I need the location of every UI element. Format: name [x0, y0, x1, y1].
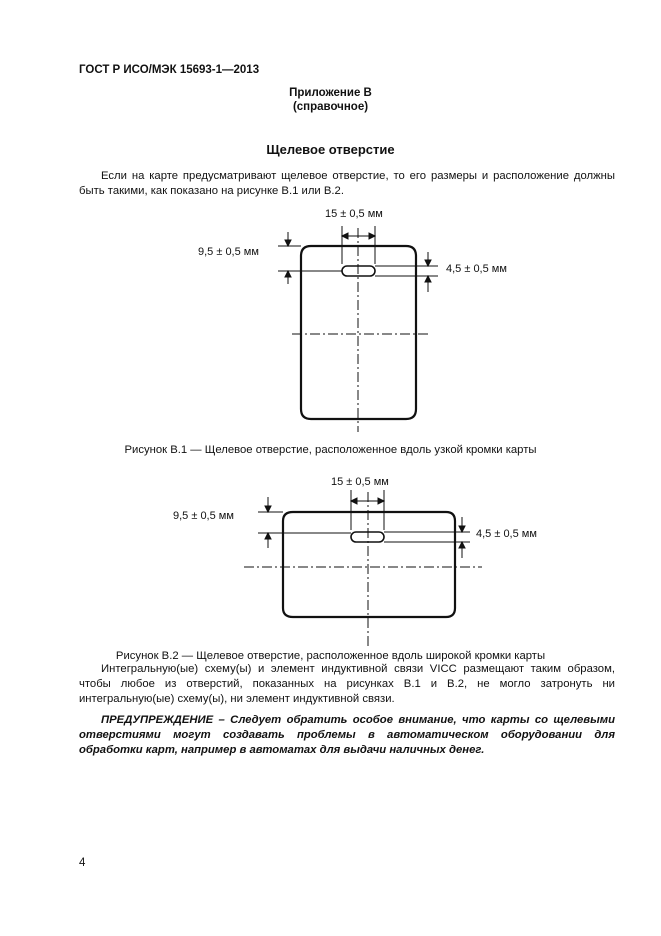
- fig2-height-label: 4,5 ± 0,5 мм: [476, 528, 537, 540]
- section-title: Щелевое отверстие: [266, 142, 395, 157]
- page-number: 4: [79, 857, 86, 869]
- fig1-width-label: 15 ± 0,5 мм: [325, 208, 383, 220]
- warning-paragraph: ПРЕДУПРЕЖДЕНИЕ – Следует обратить особое внимание, что карты со щелевыми отверстиями могут создавать проблемы в автоматическом оборудовании для обработки карт, например в автоматах для выдачи наличных денег.: [79, 714, 615, 756]
- annex-title: Приложение В: [289, 87, 372, 99]
- fig1-height-label: 4,5 ± 0,5 мм: [446, 263, 507, 275]
- fig2-width-label: 15 ± 0,5 мм: [331, 476, 389, 488]
- document-header: ГОСТ Р ИСО/МЭК 15693-1—2013: [79, 64, 260, 76]
- annex-subtitle: (справочное): [292, 101, 369, 113]
- fig2-card-outline: [283, 512, 455, 617]
- fig1-edge-label: 9,5 ± 0,5 мм: [198, 246, 259, 258]
- figure-1-caption: Рисунок В.1 — Щелевое отверстие, расположенное вдоль узкой кромки карты: [124, 444, 537, 456]
- fig2-edge-label: 9,5 ± 0,5 мм: [173, 510, 234, 522]
- intro-paragraph: Если на карте предусматривают щелевое отверстие, то его размеры и расположение должны быть такими, как показано на рисунке В.1 или В.2.: [79, 170, 615, 197]
- figure-2-caption: Рисунок В.2 — Щелевое отверстие, расположенное вдоль широкой кромки карты: [115, 650, 546, 662]
- integration-paragraph: Интегральную(ые) схему(ы) и элемент индуктивной связи VICC размещают таким образом, чтобы любое из отверстий, показанных на рисунках В.1 и В.2, не могло затронуть ни интегральную(ые) схему(ы), ни элемент индуктивной связи.: [79, 663, 615, 705]
